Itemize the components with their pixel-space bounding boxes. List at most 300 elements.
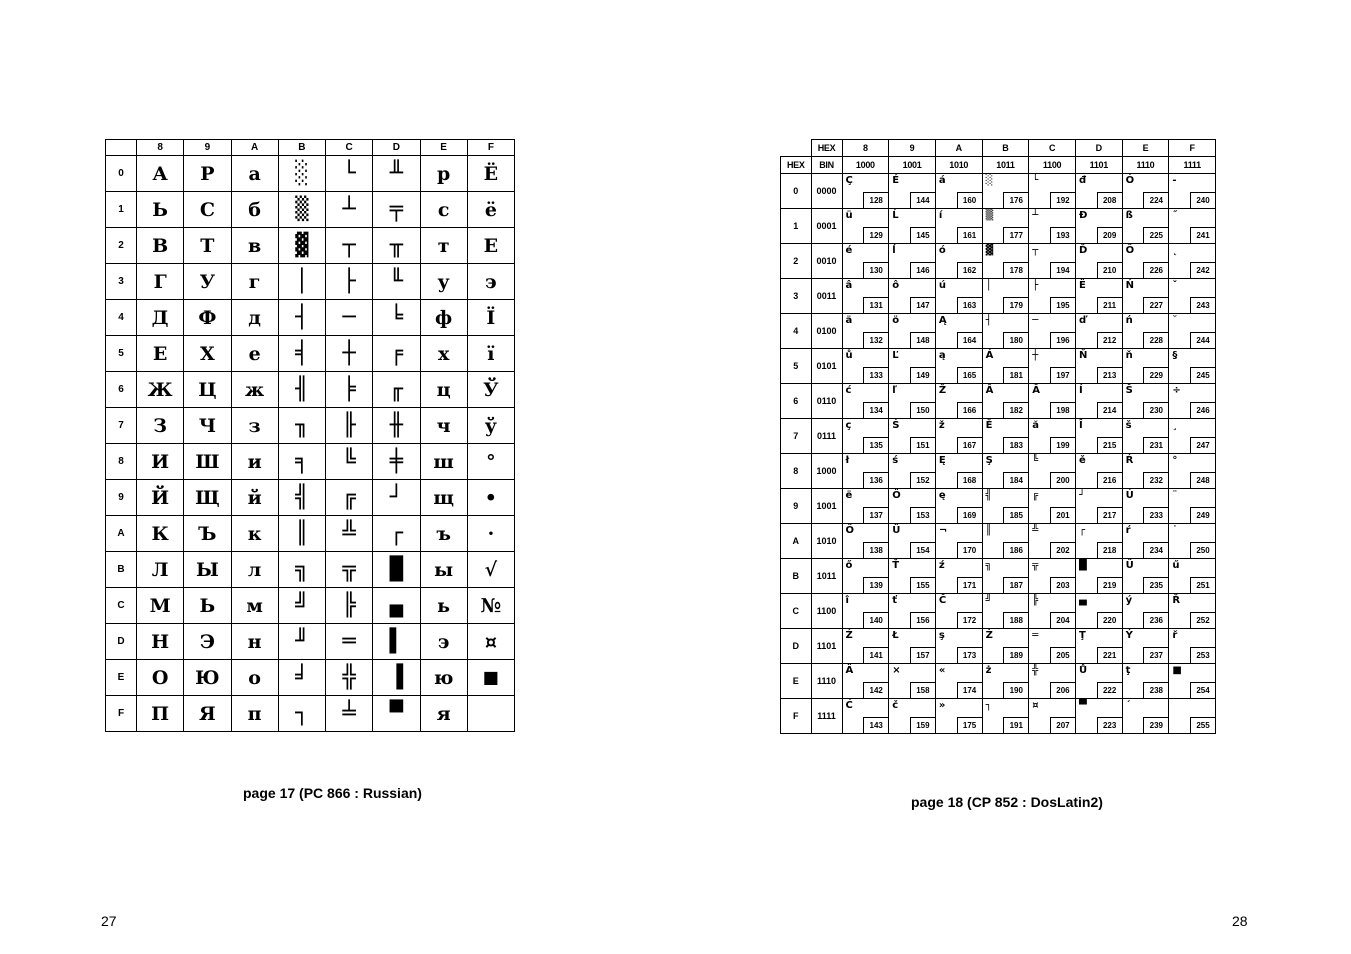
hex-row-header: B [781,559,812,594]
table-row [781,524,1216,559]
char-cell [935,244,982,279]
char-cell: Д [137,300,184,336]
char-cell [889,244,936,279]
char-code: 139 [863,577,888,593]
char-cell: с [420,192,467,228]
char-cell: ║ [278,516,325,552]
char-cell [1122,524,1169,559]
char-cell: ■ [467,660,514,696]
char-cell: ╜ [278,624,325,660]
char-cell: ╖ [278,408,325,444]
char-cell [1029,664,1076,699]
char-glyph: ╝ [985,595,992,606]
table-row [106,228,515,264]
char-glyph: Ý [1125,630,1133,641]
char-glyph: ć [845,385,852,396]
char-cell [1075,629,1122,664]
char-cell [935,454,982,489]
hex-column-header: 8 [842,140,889,157]
char-cell: √ [467,552,514,588]
bin-row-header: 0101 [811,349,842,384]
char-cell [842,629,889,664]
char-cell [935,349,982,384]
char-glyph: ─ [1032,315,1039,326]
char-code: 206 [1050,682,1075,698]
table-row [106,552,515,588]
char-code: 220 [1097,612,1122,628]
hex-row-header: F [781,699,812,734]
char-code: 241 [1190,227,1215,243]
table-row [106,336,515,372]
char-cell: Э [184,624,231,660]
char-code: 150 [910,402,935,418]
char-cell [1169,664,1216,699]
char-cell: М [137,588,184,624]
pc866-char-table [105,139,515,732]
char-glyph: ╔ [1032,490,1039,501]
table-row [781,629,1216,664]
table-row [106,660,515,696]
char-cell [889,524,936,559]
char-glyph: ´ [1125,700,1131,711]
char-code: 169 [957,507,982,523]
row-header: 8 [106,444,137,480]
char-code: 251 [1190,577,1215,593]
char-cell [1075,454,1122,489]
char-code: 225 [1143,227,1168,243]
char-glyph: ÷ [1172,385,1181,396]
char-glyph: ¨ [1172,490,1178,501]
char-cell: Е [137,336,184,372]
char-cell: Ъ [184,516,231,552]
char-code: 231 [1143,437,1168,453]
char-glyph: ń [1125,315,1133,326]
char-glyph: ┼ [1032,350,1039,361]
char-cell: ─ [326,300,373,336]
char-code: 135 [863,437,888,453]
char-cell: ╢ [278,372,325,408]
char-cell [1169,349,1216,384]
char-glyph: Ř [1172,595,1181,606]
bin-row-header: 0110 [811,384,842,419]
char-glyph: Đ [1078,210,1088,221]
char-glyph: á [938,175,946,186]
char-code: 246 [1190,402,1215,418]
table-row [781,244,1216,279]
bin-row-header: 0010 [811,244,842,279]
char-cell [982,174,1029,209]
row-header: 2 [106,228,137,264]
char-glyph: Ę [938,455,946,466]
row-header: 1 [106,192,137,228]
char-cell [1169,279,1216,314]
char-glyph: ┤ [985,315,992,326]
char-cell: ╩ [326,516,373,552]
row-header: 7 [106,408,137,444]
column-header: B [278,140,325,156]
char-cell [1075,384,1122,419]
char-code: 191 [1003,717,1028,733]
char-code: 161 [957,227,982,243]
char-cell [842,314,889,349]
char-code: 243 [1190,297,1215,313]
char-code: 254 [1190,682,1215,698]
char-code: 194 [1050,262,1075,278]
char-glyph: ┬ [1032,245,1039,256]
char-code: 230 [1143,402,1168,418]
char-cell: Ы [184,552,231,588]
char-code: 184 [1003,472,1028,488]
char-glyph: ß [1125,210,1133,221]
char-cell: ╔ [326,480,373,516]
char-glyph: Ű [1125,560,1134,571]
char-glyph: ó [938,245,946,256]
char-cell [1169,489,1216,524]
char-glyph: ┴ [1032,210,1039,221]
table-row [781,314,1216,349]
char-glyph: đ [1078,175,1087,186]
char-cell: а [231,156,278,192]
char-glyph: ţ [1125,665,1131,676]
char-cell [1029,559,1076,594]
char-code: 167 [957,437,982,453]
char-cell [1075,559,1122,594]
char-code: 183 [1003,437,1028,453]
table-row [781,664,1216,699]
char-code: 143 [863,717,888,733]
char-glyph: í [938,210,943,221]
char-glyph: Ż [985,630,993,641]
char-glyph: │ [985,280,992,291]
char-code: 177 [1003,227,1028,243]
char-cell [1075,699,1122,734]
char-cell [1075,279,1122,314]
char-cell [1122,489,1169,524]
table-row [106,408,515,444]
char-cell: ▀ [373,696,420,732]
char-cell: к [231,516,278,552]
char-cell: Ш [184,444,231,480]
char-cell: у [420,264,467,300]
char-glyph: ç [845,420,852,431]
char-glyph: š [1125,420,1132,431]
char-glyph: ╣ [985,490,992,501]
char-code: 164 [957,332,982,348]
char-code: 138 [863,542,888,558]
char-cell [1169,524,1216,559]
char-glyph: ░ [985,175,994,186]
char-code: 198 [1050,402,1075,418]
right-page-caption: page 18 (CP 852 : DosLatin2) [911,794,1103,810]
char-cell: ╚ [326,444,373,480]
char-code: 204 [1050,612,1075,628]
char-code: 221 [1097,647,1122,663]
char-cell [889,629,936,664]
char-cell [982,314,1029,349]
char-cell: ╨ [373,156,420,192]
char-cell: ╬ [326,660,373,696]
char-cell [935,384,982,419]
table-row [781,419,1216,454]
char-code: 175 [957,717,982,733]
char-cell [842,174,889,209]
char-code: 236 [1143,612,1168,628]
char-cell: ┴ [326,192,373,228]
char-glyph: Ó [1125,175,1135,186]
char-cell: ч [420,408,467,444]
char-cell [982,209,1029,244]
char-code: 165 [957,367,982,383]
char-glyph: Ţ [1078,630,1086,641]
char-cell: О [137,660,184,696]
char-cell: ▄ [373,588,420,624]
char-cell [1075,524,1122,559]
table-row [781,209,1216,244]
char-glyph: É [892,175,900,186]
char-glyph: Ç [845,175,853,186]
char-cell: ┐ [278,696,325,732]
char-cell: ┤ [278,300,325,336]
char-cell [935,559,982,594]
char-cell: Ч [184,408,231,444]
char-glyph: ˘ [1172,315,1178,326]
char-glyph: × [892,665,901,676]
char-glyph: ˛ [1172,245,1178,256]
char-code: 189 [1003,647,1028,663]
char-cell [889,699,936,734]
char-cell [1029,419,1076,454]
char-glyph: č [892,700,899,711]
char-glyph: Ş [985,455,993,466]
char-cell: ж [231,372,278,408]
char-glyph: ■ [1172,665,1182,676]
char-cell: й [231,480,278,516]
char-cell [1169,699,1216,734]
column-header [106,140,137,156]
char-cell: П [137,696,184,732]
char-cell: д [231,300,278,336]
char-code: 218 [1097,542,1122,558]
char-code: 180 [1003,332,1028,348]
char-cell: ╪ [373,444,420,480]
char-glyph: ĺ [892,245,896,256]
table-row [106,300,515,336]
char-cell: ╞ [326,372,373,408]
char-cell [1169,174,1216,209]
char-glyph: ž [938,420,945,431]
char-cell: и [231,444,278,480]
char-cell [1029,314,1076,349]
char-cell: Е [467,228,514,264]
bin-column-header: 1001 [889,157,936,174]
char-cell [982,489,1029,524]
row-header: E [106,660,137,696]
char-code: 207 [1050,717,1075,733]
char-cell: ╫ [373,408,420,444]
char-cell: ╗ [278,552,325,588]
char-cell: ▓ [278,228,325,264]
char-cell: · [467,516,514,552]
bin-header-row [781,157,1216,174]
char-cell [1029,629,1076,664]
char-glyph: ▄ [1078,595,1087,606]
table-row [781,559,1216,594]
char-glyph: Č [938,595,947,606]
char-cell [982,244,1029,279]
hex-row-header: A [781,524,812,559]
char-code: 222 [1097,682,1122,698]
table-row [106,444,515,480]
char-cell: Ў [467,372,514,408]
char-cell: о [231,660,278,696]
char-code: 200 [1050,472,1075,488]
char-glyph: Ň [1078,350,1088,361]
hex-column-header: B [982,140,1029,157]
char-cell: И [137,444,184,480]
char-cell [889,384,936,419]
char-cell [1122,244,1169,279]
hex-row-header: 7 [781,419,812,454]
char-cell: Ї [467,300,514,336]
char-cell: А [137,156,184,192]
char-code: 140 [863,612,888,628]
table-row [106,696,515,732]
char-cell [982,524,1029,559]
char-code: 240 [1190,192,1215,208]
char-code: 215 [1097,437,1122,453]
char-cell: В [137,228,184,264]
char-cell: Ь [137,192,184,228]
char-cell [889,279,936,314]
char-glyph: ╚ [1032,455,1039,466]
char-code: 247 [1190,437,1215,453]
char-code: 186 [1003,542,1028,558]
bin-column-header: 1011 [982,157,1029,174]
char-cell: ╤ [373,192,420,228]
char-code: 166 [957,402,982,418]
char-code: 128 [863,192,888,208]
hex-row-header: 6 [781,384,812,419]
char-glyph: ˇ [1172,280,1178,291]
char-code: 193 [1050,227,1075,243]
char-code: 187 [1003,577,1028,593]
char-code: 209 [1097,227,1122,243]
char-cell: ц [420,372,467,408]
table-row [106,156,515,192]
char-cell: р [420,156,467,192]
table-row [781,454,1216,489]
char-code: 158 [910,682,935,698]
char-cell [982,384,1029,419]
char-cell [889,454,936,489]
char-cell: ░ [278,156,325,192]
header-row [106,140,515,156]
bin-row-header: 1010 [811,524,842,559]
char-cell [935,209,982,244]
table-row [106,372,515,408]
char-glyph: Ă [1032,385,1040,396]
char-cell [1075,664,1122,699]
char-cell [889,314,936,349]
bin-row-header: 0100 [811,314,842,349]
row-header: 3 [106,264,137,300]
char-glyph: ů [845,350,853,361]
char-glyph: ő [845,560,853,571]
left-page-caption: page 17 (PC 866 : Russian) [243,785,422,801]
column-header: 9 [184,140,231,156]
char-glyph: ˙ [1172,525,1178,536]
char-glyph: î [845,595,849,606]
hex-row-header: 0 [781,174,812,209]
hex-row-header: C [781,594,812,629]
column-header: A [231,140,278,156]
char-cell: г [231,264,278,300]
char-cell [1122,384,1169,419]
char-cell [1169,244,1216,279]
char-code: 238 [1143,682,1168,698]
char-cell: т [420,228,467,264]
char-cell: ╦ [326,552,373,588]
char-cell [1029,209,1076,244]
char-code: 159 [910,717,935,733]
char-cell: ├ [326,264,373,300]
char-cell [842,349,889,384]
char-code: 129 [863,227,888,243]
char-cell [1169,454,1216,489]
table-row [781,594,1216,629]
char-cell: Я [184,696,231,732]
char-glyph: ŕ [1125,525,1131,536]
char-cell [1029,384,1076,419]
char-glyph: ę [938,490,946,501]
char-cell [982,699,1029,734]
bin-column-header: 1110 [1122,157,1169,174]
char-code: 145 [910,227,935,243]
char-glyph: « [938,665,946,676]
char-cell: ╡ [278,336,325,372]
char-glyph: ľ [892,385,897,396]
char-glyph: é [845,245,853,256]
char-code: 199 [1050,437,1075,453]
char-code: 162 [957,262,982,278]
hex-row-header: 5 [781,349,812,384]
char-cell [935,314,982,349]
char-cell: Ж [137,372,184,408]
char-code: 217 [1097,507,1122,523]
char-glyph: Ů [1078,665,1088,676]
char-cell: х [420,336,467,372]
char-glyph: Ž [938,385,947,396]
bin-row-header: 0000 [811,174,842,209]
char-cell: ╟ [326,408,373,444]
char-glyph: Ł [892,630,899,641]
char-code: 131 [863,297,888,313]
char-cell: з [231,408,278,444]
char-cell: ┌ [373,516,420,552]
char-glyph: ┌ [1078,525,1085,536]
char-glyph: ═ [1032,630,1039,641]
hex-header-row [781,140,1216,157]
char-glyph: ň [1125,350,1133,361]
char-cell: ═ [326,624,373,660]
right-page-number: 28 [1232,913,1248,929]
char-glyph: Ö [892,490,901,501]
table-row [781,699,1216,734]
char-code: 197 [1050,367,1075,383]
char-cell [1169,314,1216,349]
char-cell: ╝ [278,588,325,624]
char-cell [982,594,1029,629]
